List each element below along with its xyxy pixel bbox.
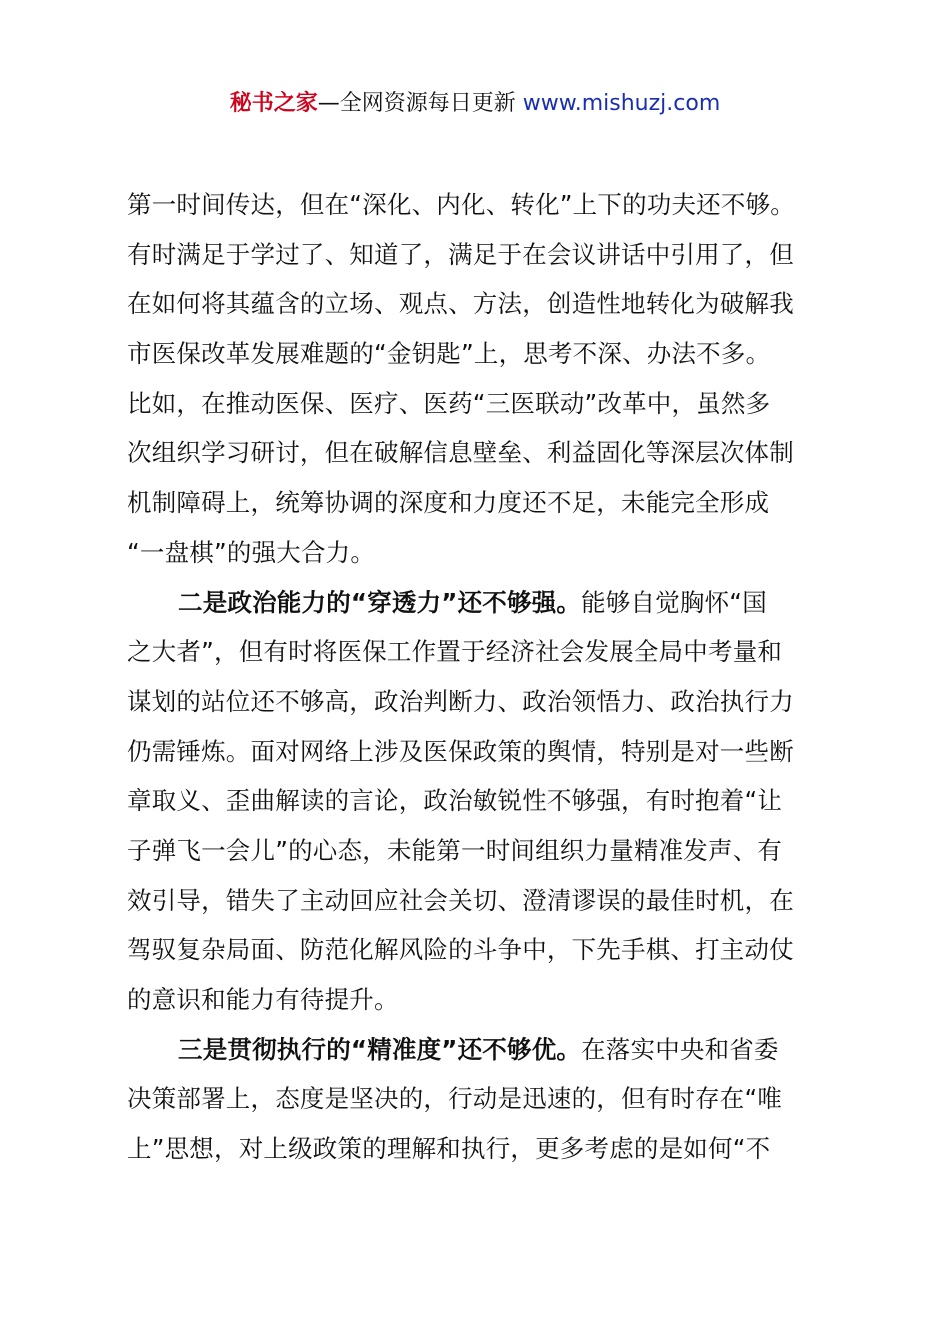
paragraph-line: “一盘棋”的强大合力。 [127,537,376,567]
paragraph-line: 驾驭复杂局面、防范化解风险的斗争中，下先手棋、打主动仗 [127,935,794,965]
section-heading: 二是政治能力的“穿透力”还不够强。 [178,587,582,617]
paragraph-line: 之大者”，但有时将医保工作置于经济社会发展全局中考量和 [127,637,783,667]
paragraph-line: 决策部署上，态度是坚决的，行动是迅速的，但有时存在“唯 [127,1084,783,1114]
paragraph-line: 在如何将其蕴含的立场、观点、方法，创造性地转化为破解我 [127,289,794,319]
brand-name: 秘书之家 [229,91,318,116]
paragraph-line: 子弹飞一会儿”的心态，未能第一时间组织力量精准发声、有 [127,835,783,865]
paragraph-line: 机制障碍上，统筹协调的深度和力度还不足，未能完全形成 [127,488,770,518]
paragraph-first-line [127,1025,839,1075]
paragraph-line: 效引导，错失了主动回应社会关切、澄清谬误的最佳时机，在 [127,885,794,915]
paragraph-text: 在落实中央和省委 [581,1034,779,1064]
paragraph-line: 谋划的站位还不够高，政治判断力、政治领悟力、政治执行力 [127,686,794,716]
paragraph-line: 市医保改革发展难题的“金钥匙”上，思考不深、办法不多。 [127,339,771,369]
paragraph-line: 上”思想，对上级政策的理解和执行，更多考虑的是如何“不 [127,1134,771,1164]
section-heading: 三是贯彻执行的“精准度”还不够优。 [178,1034,582,1064]
site-header [0,86,950,122]
document-body [127,180,839,1174]
paragraph-line: 比如，在推动医保、医疗、医药“三医联动”改革中，虽然多 [127,388,771,418]
paragraph-line: 仍需锤炼。面对网络上涉及医保政策的舆情，特别是对一些断 [127,736,794,766]
site-tagline: —全网资源每日更新 [317,91,523,116]
paragraph-line: 的意识和能力有待提升。 [127,985,399,1014]
paragraph-line: 有时满足于学过了、知道了，满足于在会议讲话中引用了，但 [127,239,794,269]
paragraph-text: 能够自觉胸怀“国 [581,587,767,617]
paragraph-first-line [127,578,839,628]
paragraph-line: 次组织学习研讨，但在破解信息壁垒、利益固化等深层次体制 [127,438,794,468]
paragraph-line: 第一时间传达，但在“深化、内化、转化”上下的功夫还不够。 [127,190,795,219]
site-url-link[interactable]: www.mishuzj.com [522,91,721,116]
paragraph-line: 章取义、歪曲解读的言论，政治敏锐性不够强，有时抱着“让 [127,786,783,816]
